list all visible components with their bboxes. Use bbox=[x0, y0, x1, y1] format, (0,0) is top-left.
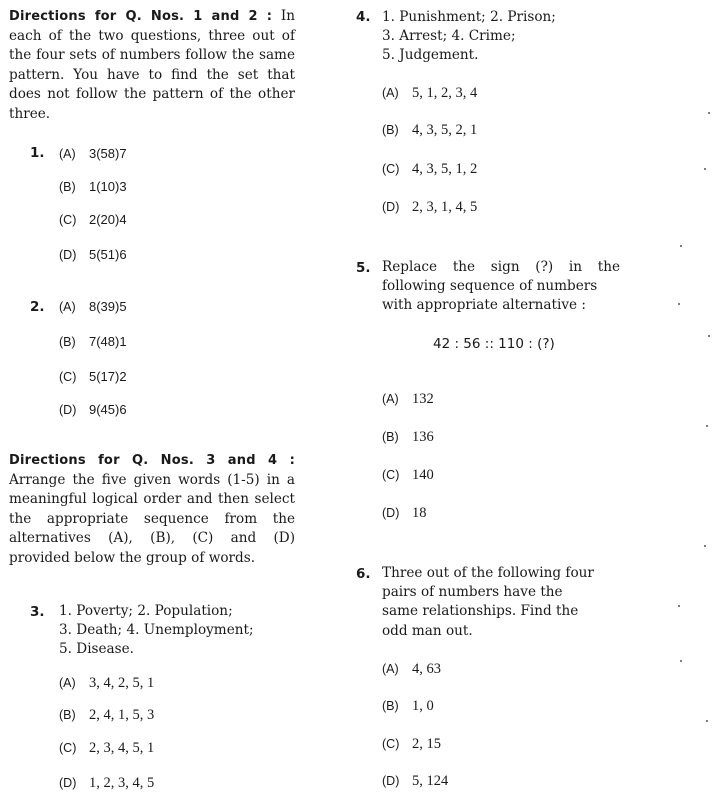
option-5a[interactable] bbox=[382, 391, 434, 408]
option-value: 140 bbox=[412, 467, 434, 483]
option-label: (C) bbox=[382, 162, 400, 176]
option-label: (A) bbox=[382, 86, 399, 100]
option-label: (B) bbox=[382, 699, 399, 713]
option-3c[interactable] bbox=[59, 740, 154, 757]
option-label: (D) bbox=[59, 248, 77, 262]
question-line: Three out of the following four bbox=[382, 565, 594, 581]
option-value: 2, 4, 1, 5, 3 bbox=[89, 707, 155, 723]
option-value: 136 bbox=[412, 429, 434, 445]
option-1b[interactable] bbox=[59, 179, 127, 195]
scan-speck bbox=[706, 720, 708, 722]
option-value: 8(39)5 bbox=[89, 299, 127, 314]
option-value: 132 bbox=[412, 391, 434, 407]
option-label: (D) bbox=[59, 776, 77, 790]
scan-speck bbox=[678, 605, 680, 607]
scan-speck bbox=[704, 545, 706, 547]
scan-speck bbox=[680, 660, 682, 662]
option-label: (B) bbox=[59, 708, 76, 722]
scan-speck bbox=[708, 335, 710, 337]
option-label: (C) bbox=[59, 741, 77, 755]
option-3a[interactable] bbox=[59, 675, 154, 692]
option-label: (A) bbox=[59, 147, 76, 161]
option-value: 1, 0 bbox=[412, 698, 434, 714]
option-6a[interactable] bbox=[382, 661, 441, 678]
option-label: (D) bbox=[59, 403, 77, 417]
directions-text: Arrange the five given words (1-5) in a meaningful logical order and then select the appropriate sequence from the alternatives (A), (B), (C) and (D) provided below the group of words. bbox=[9, 471, 295, 566]
option-2a[interactable] bbox=[59, 299, 127, 315]
option-label: (B) bbox=[59, 180, 76, 194]
word-line: 5. Disease. bbox=[59, 641, 135, 658]
option-value: 1(10)3 bbox=[89, 179, 127, 194]
option-label: (C) bbox=[382, 737, 400, 751]
question-line: following sequence of numbers bbox=[382, 278, 598, 295]
option-label: (C) bbox=[382, 468, 400, 482]
option-value: 2, 15 bbox=[412, 736, 441, 752]
option-value: 5(51)6 bbox=[89, 247, 127, 262]
question-line: Replace the sign (?) in the bbox=[382, 259, 620, 275]
option-value: 2, 3, 1, 4, 5 bbox=[412, 199, 478, 215]
option-6d[interactable] bbox=[382, 773, 448, 790]
option-1d[interactable] bbox=[59, 247, 127, 263]
option-3b[interactable] bbox=[59, 707, 154, 724]
option-label: (C) bbox=[59, 370, 77, 384]
word-line: 1. Punishment; 2. Prison; bbox=[382, 9, 556, 25]
option-value: 7(48)1 bbox=[89, 334, 127, 349]
option-4d[interactable] bbox=[382, 199, 477, 216]
option-label: (C) bbox=[59, 213, 77, 227]
option-3d[interactable] bbox=[59, 775, 154, 792]
option-5d[interactable] bbox=[382, 505, 427, 522]
scan-speck bbox=[678, 303, 680, 305]
option-value: 4, 63 bbox=[412, 661, 441, 677]
question-5-text bbox=[382, 258, 620, 316]
question-6-text bbox=[382, 564, 620, 641]
option-2b[interactable] bbox=[59, 334, 127, 350]
option-value: 5, 124 bbox=[412, 773, 449, 789]
option-label: (D) bbox=[382, 774, 400, 788]
option-label: (B) bbox=[59, 335, 76, 349]
word-line: 3. Arrest; 4. Crime; bbox=[382, 28, 516, 45]
directions-q3-q4 bbox=[9, 451, 295, 569]
scan-speck bbox=[708, 112, 710, 114]
directions-text: In each of the two questions, three out of the four sets of numbers follow the same pattern. You have to find the set that does not follow the pattern of the other three. bbox=[9, 8, 295, 122]
option-4b[interactable] bbox=[382, 122, 477, 139]
question-number: 6. bbox=[356, 566, 371, 582]
option-value: 1, 2, 3, 4, 5 bbox=[89, 775, 155, 791]
question-number: 2. bbox=[30, 299, 45, 315]
option-label: (A) bbox=[382, 662, 399, 676]
option-value: 3(58)7 bbox=[89, 146, 127, 161]
option-2c[interactable] bbox=[59, 369, 127, 385]
option-value: 4, 3, 5, 2, 1 bbox=[412, 122, 478, 138]
option-label: (D) bbox=[382, 506, 400, 520]
option-1c[interactable] bbox=[59, 212, 127, 228]
option-value: 18 bbox=[412, 505, 427, 521]
option-value: 9(45)6 bbox=[89, 402, 127, 417]
option-6b[interactable] bbox=[382, 698, 434, 715]
word-line: 3. Death; 4. Unemployment; bbox=[59, 622, 254, 639]
option-5c[interactable] bbox=[382, 467, 434, 484]
option-value: 5, 1, 2, 3, 4 bbox=[412, 85, 478, 101]
option-value: 2, 3, 4, 5, 1 bbox=[89, 740, 155, 756]
option-2d[interactable] bbox=[59, 402, 127, 418]
directions-heading: Directions for Q. Nos. 3 and 4 : bbox=[9, 453, 295, 468]
word-line: 1. Poverty; 2. Population; bbox=[59, 603, 233, 619]
question-number: 4. bbox=[356, 9, 371, 25]
option-label: (A) bbox=[382, 392, 399, 406]
question-number: 5. bbox=[356, 260, 371, 276]
option-value: 4, 3, 5, 1, 2 bbox=[412, 161, 478, 177]
word-line: 5. Judgement. bbox=[382, 47, 479, 64]
question-line: odd man out. bbox=[382, 622, 473, 639]
option-5b[interactable] bbox=[382, 429, 434, 446]
option-label: (A) bbox=[59, 676, 76, 690]
option-label: (B) bbox=[382, 123, 399, 137]
option-value: 2(20)4 bbox=[89, 212, 127, 227]
question-3-words bbox=[59, 602, 299, 660]
directions-heading: Directions for Q. Nos. 1 and 2 : bbox=[9, 9, 273, 24]
question-line: with appropriate alternative : bbox=[382, 297, 586, 314]
question-number: 3. bbox=[30, 604, 45, 620]
option-value: 3, 4, 2, 5, 1 bbox=[89, 675, 155, 691]
option-label: (B) bbox=[382, 430, 399, 444]
option-value: 5(17)2 bbox=[89, 369, 127, 384]
option-label: (D) bbox=[382, 200, 400, 214]
option-4c[interactable] bbox=[382, 161, 477, 178]
scan-speck bbox=[706, 425, 708, 427]
question-line: same relationships. Find the bbox=[382, 603, 579, 620]
number-sequence: 42 : 56 :: 110 : (?) bbox=[433, 336, 555, 352]
scan-speck bbox=[704, 168, 706, 170]
question-number: 1. bbox=[30, 145, 45, 161]
option-4a[interactable] bbox=[382, 85, 477, 102]
directions-q1-q2 bbox=[9, 7, 295, 125]
option-6c[interactable] bbox=[382, 736, 441, 753]
question-line: pairs of numbers have the bbox=[382, 584, 563, 601]
question-4-words bbox=[382, 8, 622, 66]
option-1a[interactable] bbox=[59, 146, 127, 162]
option-label: (A) bbox=[59, 300, 76, 314]
scan-speck bbox=[680, 245, 682, 247]
